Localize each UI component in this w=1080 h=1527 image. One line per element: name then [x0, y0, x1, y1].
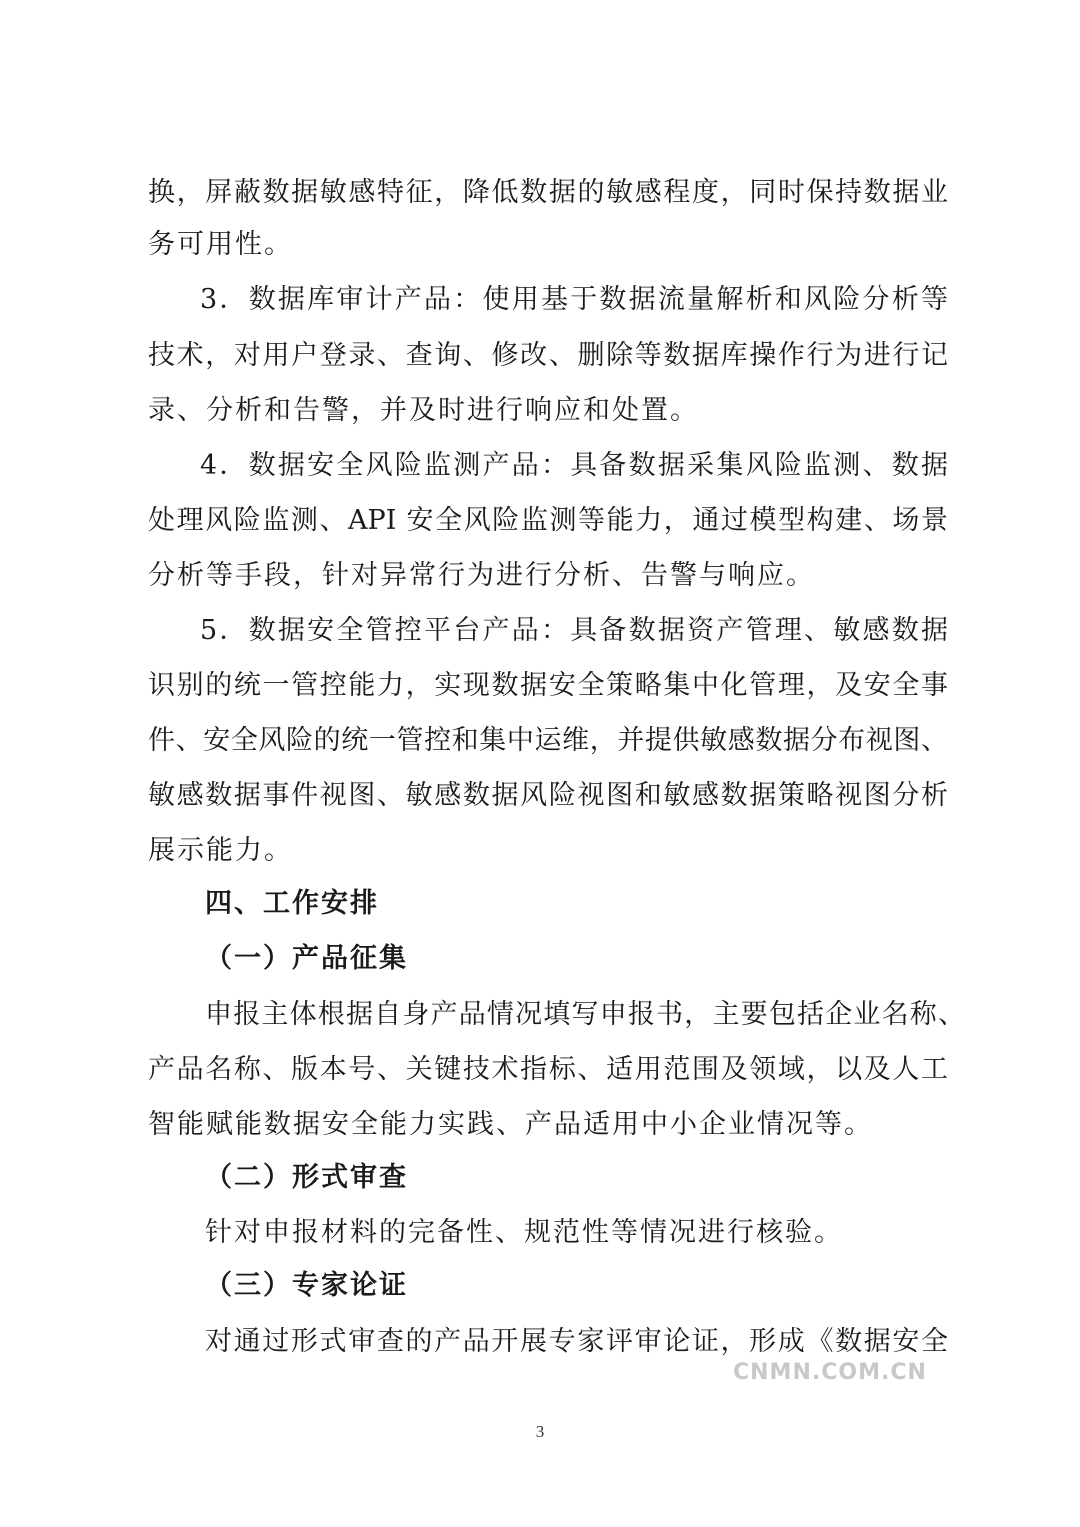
- section-heading-work-arrangement: 四、工作安排: [205, 888, 379, 919]
- item-4-line-1: 4．数据安全风险监测产品：具备数据采集风险监测、数据: [200, 450, 948, 481]
- sub-heading-expert-review: （三）专家论证: [205, 1270, 408, 1301]
- item-3-line-2: 技术，对用户登录、查询、修改、删除等数据库操作行为进行记: [148, 340, 948, 371]
- expert-review-line: 对通过形式审查的产品开展专家评审论证，形成《数据安全: [205, 1326, 948, 1357]
- item-5-line-3: 件、安全风险的统一管控和集中运维，并提供敏感数据分布视图、: [148, 725, 948, 756]
- body-line-2: 务可用性。: [148, 229, 293, 260]
- item-5-line-1: 5．数据安全管控平台产品：具备数据资产管理、敏感数据: [200, 615, 948, 646]
- item-5-line-5: 展示能力。: [148, 835, 293, 866]
- collection-line-1: 申报主体根据自身产品情况填写申报书，主要包括企业名称、: [205, 999, 965, 1030]
- item-3-line-3: 录、分析和告警，并及时进行响应和处置。: [148, 395, 699, 426]
- item-5-line-2: 识别的统一管控能力，实现数据安全策略集中化管理，及安全事: [148, 670, 948, 701]
- item-4-line-3: 分析等手段，针对异常行为进行分析、告警与响应。: [148, 560, 815, 591]
- page-number: 3: [535, 1422, 545, 1441]
- formal-review-line: 针对申报材料的完备性、规范性等情况进行核验。: [205, 1217, 843, 1248]
- body-line-1: 换，屏蔽数据敏感特征，降低数据的敏感程度，同时保持数据业: [148, 177, 948, 208]
- item-4-line-2: 处理风险监测、API 安全风险监测等能力，通过模型构建、场景: [148, 505, 948, 536]
- collection-line-2: 产品名称、版本号、关键技术指标、适用范围及领域，以及人工: [148, 1054, 948, 1085]
- item-3-line-1: 3．数据库审计产品：使用基于数据流量解析和风险分析等: [200, 284, 948, 315]
- collection-line-3: 智能赋能数据安全能力实践、产品适用中小企业情况等。: [148, 1109, 873, 1140]
- sub-heading-product-collection: （一）产品征集: [205, 943, 408, 974]
- sub-heading-formal-review: （二）形式审查: [205, 1162, 408, 1193]
- watermark-text: CNMN.COM.CN: [733, 1360, 927, 1385]
- item-5-line-4: 敏感数据事件视图、敏感数据风险视图和敏感数据策略视图分析: [148, 780, 948, 811]
